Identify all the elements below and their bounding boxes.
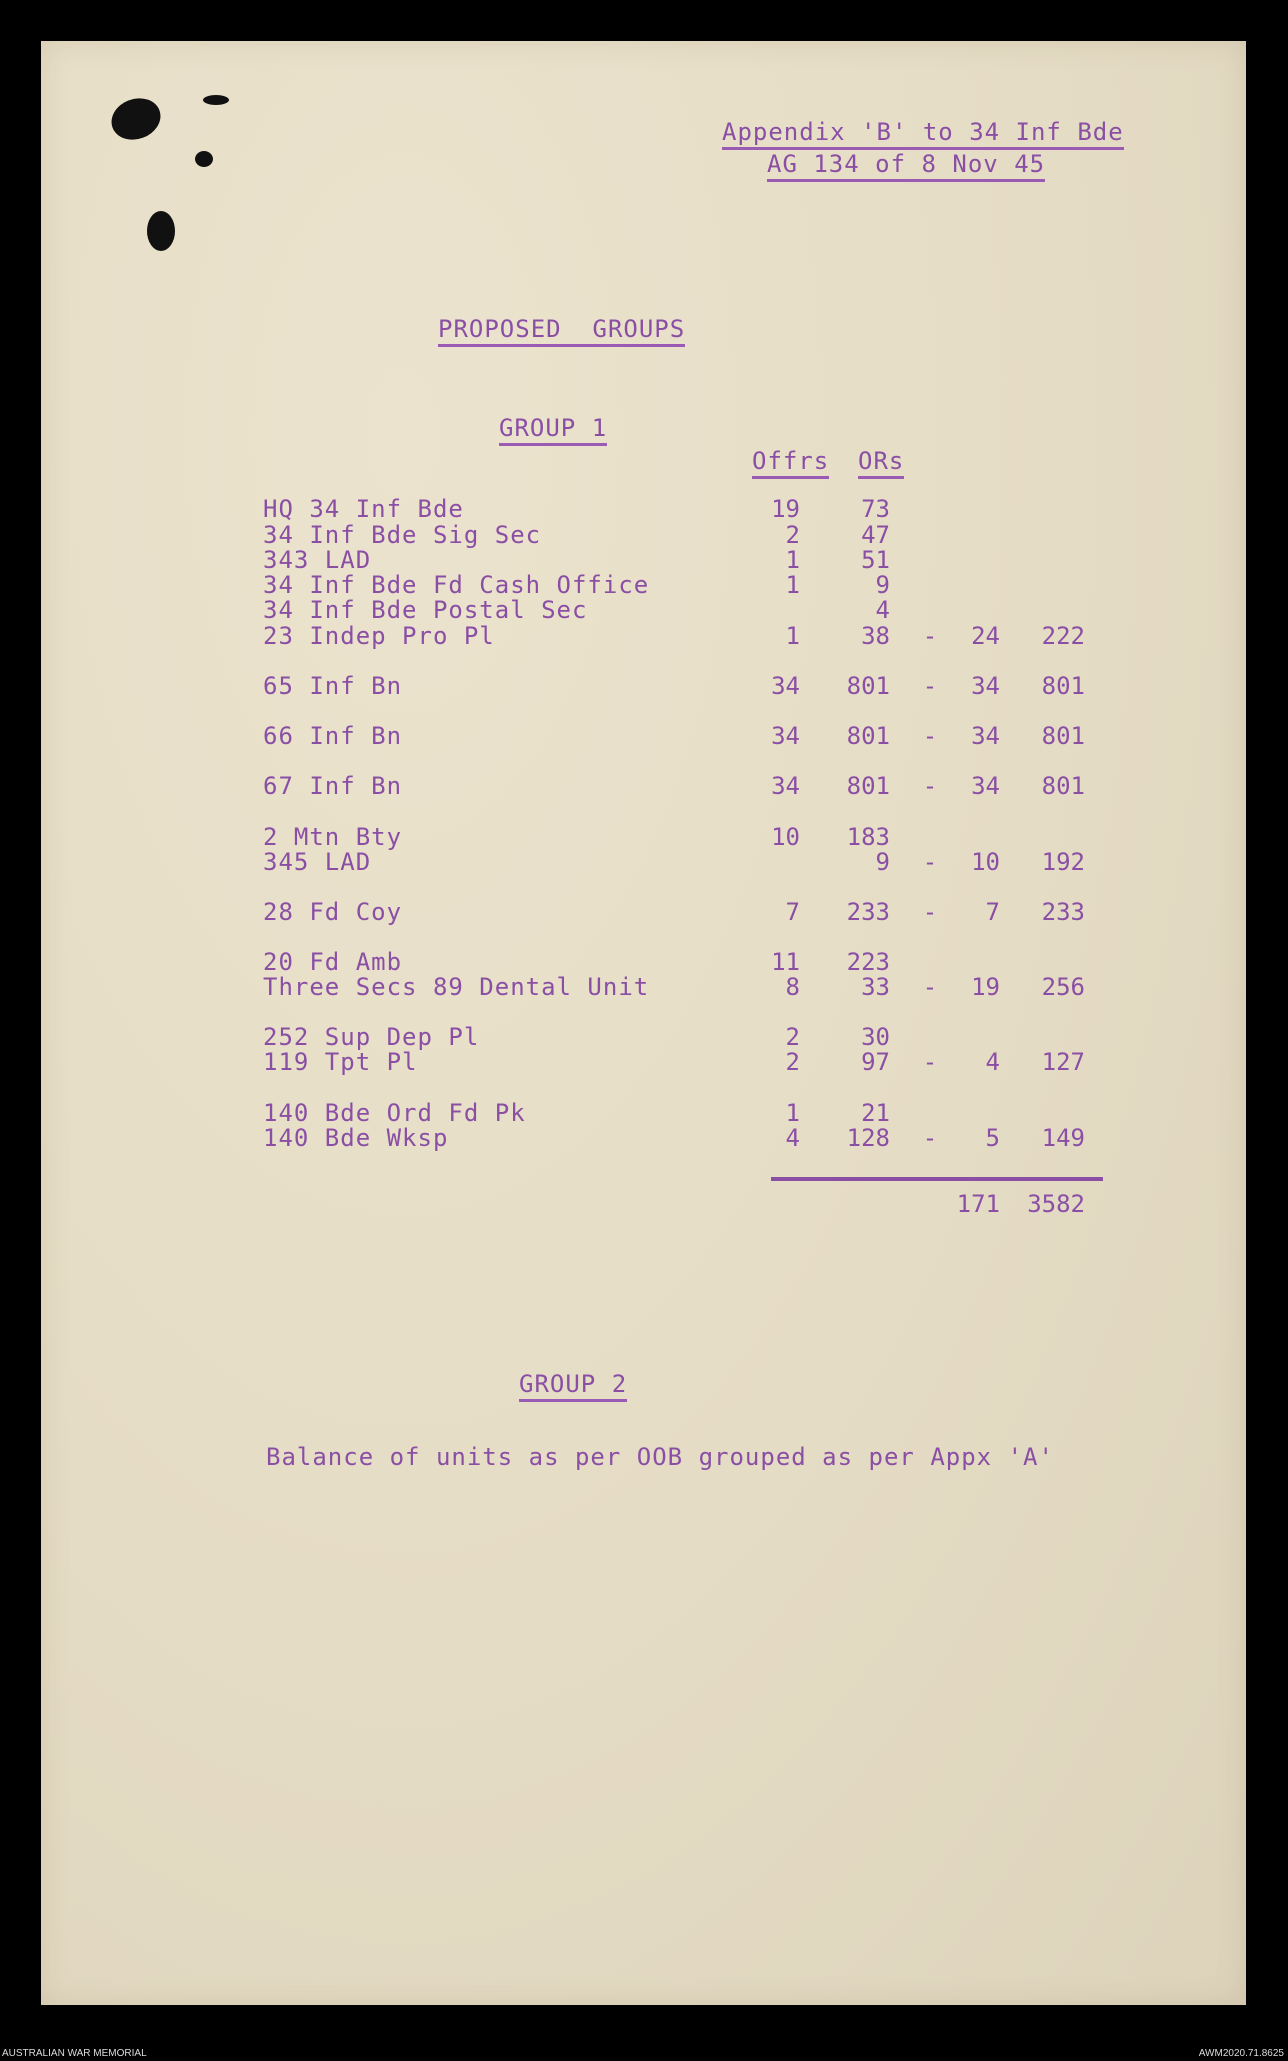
row-unit: 34 Inf Bde Sig Sec xyxy=(263,521,542,549)
row-subtotal-offrs: 10 xyxy=(971,848,1000,876)
row-offrs: 1 xyxy=(785,571,800,599)
row-subtotal-ors: 233 xyxy=(1041,898,1085,926)
row-unit: 2 Mtn Bty xyxy=(263,823,403,851)
row-ors: 9 xyxy=(875,571,890,599)
row-subtotal-ors: 256 xyxy=(1041,973,1085,1001)
row-subtotal-offrs: 34 xyxy=(971,722,1000,750)
row-dash: - xyxy=(922,622,938,650)
row-unit: 119 Tpt Pl xyxy=(263,1048,418,1076)
group-1-heading: GROUP 1 xyxy=(499,414,607,442)
row-ors: 128 xyxy=(846,1124,890,1152)
row-dash: - xyxy=(922,672,938,700)
row-unit: 34 Inf Bde Postal Sec xyxy=(263,596,588,624)
row-unit: 28 Fd Coy xyxy=(263,898,403,926)
row-ors: 233 xyxy=(846,898,890,926)
header-line-1: Appendix 'B' to 34 Inf Bde xyxy=(722,118,1124,146)
footer-accession: AWM2020.71.8625 xyxy=(1198,2048,1284,2059)
group-2-heading: GROUP 2 xyxy=(519,1370,627,1398)
row-offrs: 2 xyxy=(785,1048,800,1076)
row-dash: - xyxy=(922,1048,938,1076)
row-ors: 51 xyxy=(861,546,890,574)
row-offrs: 8 xyxy=(785,973,800,1001)
row-subtotal-ors: 801 xyxy=(1041,722,1085,750)
row-ors: 9 xyxy=(875,848,890,876)
row-offrs: 4 xyxy=(785,1124,800,1152)
row-ors: 21 xyxy=(861,1099,890,1127)
row-ors: 4 xyxy=(875,596,890,624)
column-header-offrs: Offrs xyxy=(752,447,829,475)
punch-hole xyxy=(203,95,229,105)
row-subtotal-offrs: 4 xyxy=(985,1048,1000,1076)
row-unit: 140 Bde Wksp xyxy=(263,1124,449,1152)
row-subtotal-offrs: 19 xyxy=(971,973,1000,1001)
row-subtotal-offrs: 5 xyxy=(985,1124,1000,1152)
row-ors: 801 xyxy=(846,772,890,800)
row-offrs: 1 xyxy=(785,1099,800,1127)
row-offrs: 2 xyxy=(785,521,800,549)
row-dash: - xyxy=(922,722,938,750)
row-subtotal-ors: 801 xyxy=(1041,772,1085,800)
row-ors: 801 xyxy=(846,722,890,750)
row-dash: - xyxy=(922,772,938,800)
row-offrs: 2 xyxy=(785,1023,800,1051)
row-unit: 66 Inf Bn xyxy=(263,722,403,750)
row-subtotal-ors: 127 xyxy=(1041,1048,1085,1076)
row-unit: 65 Inf Bn xyxy=(263,672,403,700)
row-unit: 140 Bde Ord Fd Pk xyxy=(263,1099,526,1127)
footer-credit: AUSTRALIAN WAR MEMORIAL xyxy=(2,2048,147,2059)
page-title: PROPOSED GROUPS xyxy=(438,315,685,343)
row-offrs: 19 xyxy=(771,495,800,523)
row-ors: 30 xyxy=(861,1023,890,1051)
row-unit: Three Secs 89 Dental Unit xyxy=(263,973,650,1001)
total-ors: 3582 xyxy=(1027,1190,1085,1218)
row-offrs: 34 xyxy=(771,772,800,800)
row-ors: 97 xyxy=(861,1048,890,1076)
total-offrs: 171 xyxy=(956,1190,1000,1218)
row-dash: - xyxy=(922,898,938,926)
row-subtotal-ors: 222 xyxy=(1041,622,1085,650)
row-ors: 33 xyxy=(861,973,890,1001)
header-line-2: AG 134 of 8 Nov 45 xyxy=(767,150,1045,178)
row-offrs: 11 xyxy=(771,948,800,976)
row-offrs: 34 xyxy=(771,672,800,700)
punch-hole xyxy=(195,151,213,167)
row-unit: 252 Sup Dep Pl xyxy=(263,1023,480,1051)
row-subtotal-offrs: 34 xyxy=(971,772,1000,800)
row-subtotal-ors: 149 xyxy=(1041,1124,1085,1152)
row-ors: 183 xyxy=(846,823,890,851)
row-ors: 47 xyxy=(861,521,890,549)
row-ors: 801 xyxy=(846,672,890,700)
row-unit: HQ 34 Inf Bde xyxy=(263,495,464,523)
group-2-text: Balance of units as per OOB grouped as per Appx 'A' xyxy=(266,1443,1054,1471)
row-unit: 20 Fd Amb xyxy=(263,948,403,976)
row-offrs: 34 xyxy=(771,722,800,750)
row-subtotal-offrs: 7 xyxy=(985,898,1000,926)
row-ors: 223 xyxy=(846,948,890,976)
punch-hole xyxy=(106,92,167,147)
row-dash: - xyxy=(922,973,938,1001)
row-dash: - xyxy=(922,1124,938,1152)
row-unit: 345 LAD xyxy=(263,848,372,876)
total-rule xyxy=(771,1177,1103,1181)
row-dash: - xyxy=(922,848,938,876)
row-subtotal-ors: 801 xyxy=(1041,672,1085,700)
row-offrs: 1 xyxy=(785,622,800,650)
row-offrs: 10 xyxy=(771,823,800,851)
column-header-ors: ORs xyxy=(858,447,904,475)
row-subtotal-ors: 192 xyxy=(1041,848,1085,876)
row-unit: 23 Indep Pro Pl xyxy=(263,622,495,650)
row-subtotal-offrs: 24 xyxy=(971,622,1000,650)
row-unit: 67 Inf Bn xyxy=(263,772,403,800)
punch-hole xyxy=(147,211,175,251)
row-subtotal-offrs: 34 xyxy=(971,672,1000,700)
row-unit: 343 LAD xyxy=(263,546,372,574)
row-ors: 38 xyxy=(861,622,890,650)
row-offrs: 7 xyxy=(785,898,800,926)
row-ors: 73 xyxy=(861,495,890,523)
row-unit: 34 Inf Bde Fd Cash Office xyxy=(263,571,650,599)
row-offrs: 1 xyxy=(785,546,800,574)
